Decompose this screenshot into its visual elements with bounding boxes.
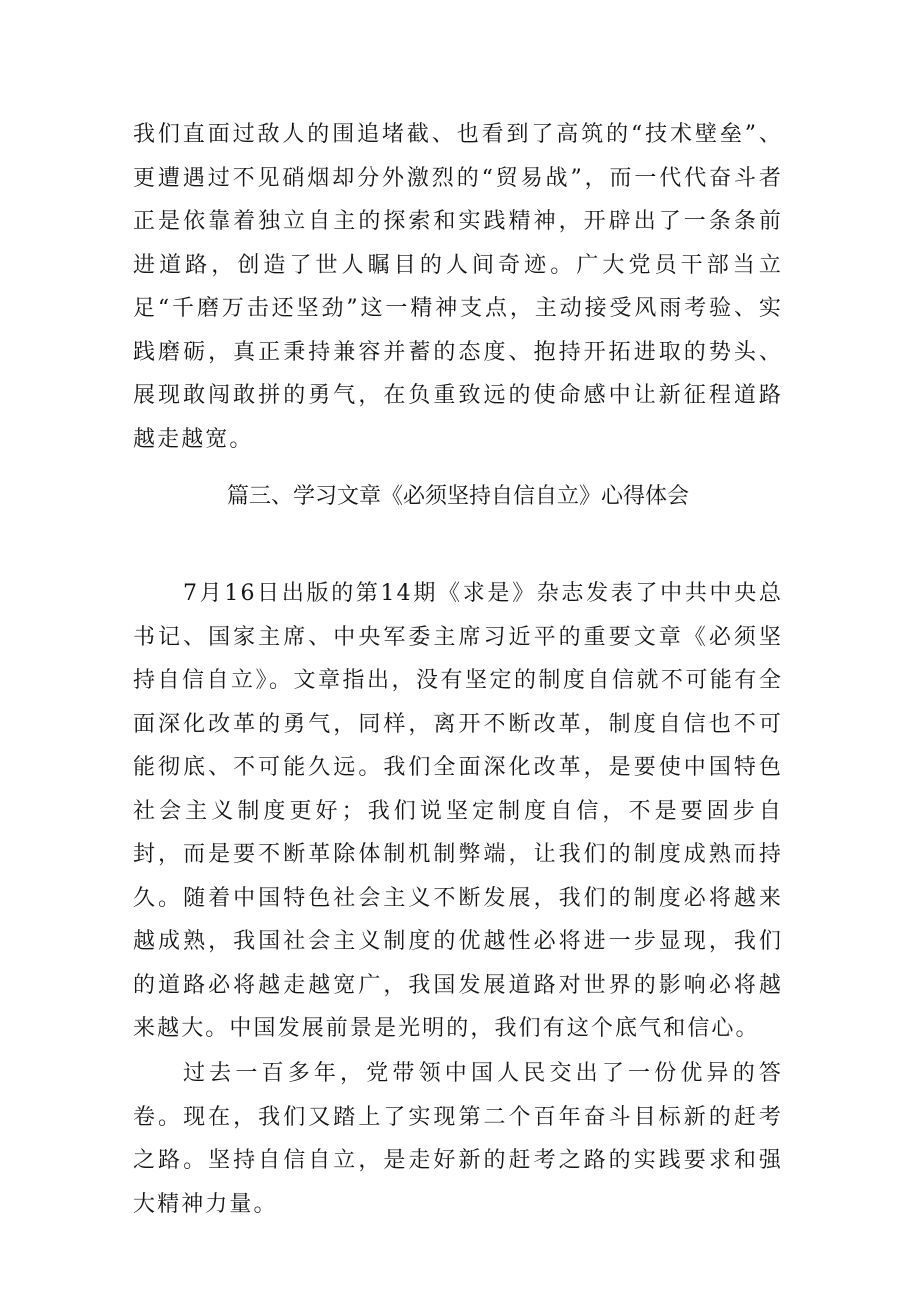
- body-paragraph-1: 我们直面过敌人的围追堵截、也看到了高筑的“技术壁垒”、更遭遇过不见硝烟却分外激烈的“贸易战”，而一代代奋斗者正是依靠着独立自主的探索和实践精神，开辟出了一条条前进道路，创造了世人瞩目的人间奇迹。广大党员干部当立足“千磨万击还坚劲”这一精神支点，主动接受风雨考验、实践磨砺，真正秉持兼容并蓄的态度、抱持开拓进取的势头、展现敢闯敢拼的勇气，在负重致远的使命感中让新征程道路越走越宽。: [133, 122, 783, 452]
- body-paragraph-3: 过去一百多年，党带领中国人民交出了一份优异的答卷。现在，我们又踏上了实现第二个百年奋斗目标新的赶考之路。坚持自信自立，是走好新的赶考之路的实践要求和强大精神力量。: [133, 1061, 783, 1217]
- body-paragraph-2: 7月16日出版的第14期《求是》杂志发表了中共中央总书记、国家主席、中央军委主席习近平的重要文章《必须坚持自信自立》。文章指出，没有坚定的制度自信就不可能有全面深化改革的勇气，同样，离开不断改革，制度自信也不可能彻底、不可能久远。我们全面深化改革，是要使中国特色社会主义制度更好；我们说坚定制度自信，不是要固步自封，而是要不断革除体制机制弊端，让我们的制度成熟而持久。随着中国特色社会主义不断发展，我们的制度必将越来越成熟，我国社会主义制度的优越性必将进一步显现，我们的道路必将越走越宽广，我国发展道路对世界的影响必将越来越大。中国发展前景是光明的，我们有这个底气和信心。: [133, 581, 783, 1041]
- section-title: 篇三、学习文章《必须坚持自信自立》心得体会: [226, 484, 689, 509]
